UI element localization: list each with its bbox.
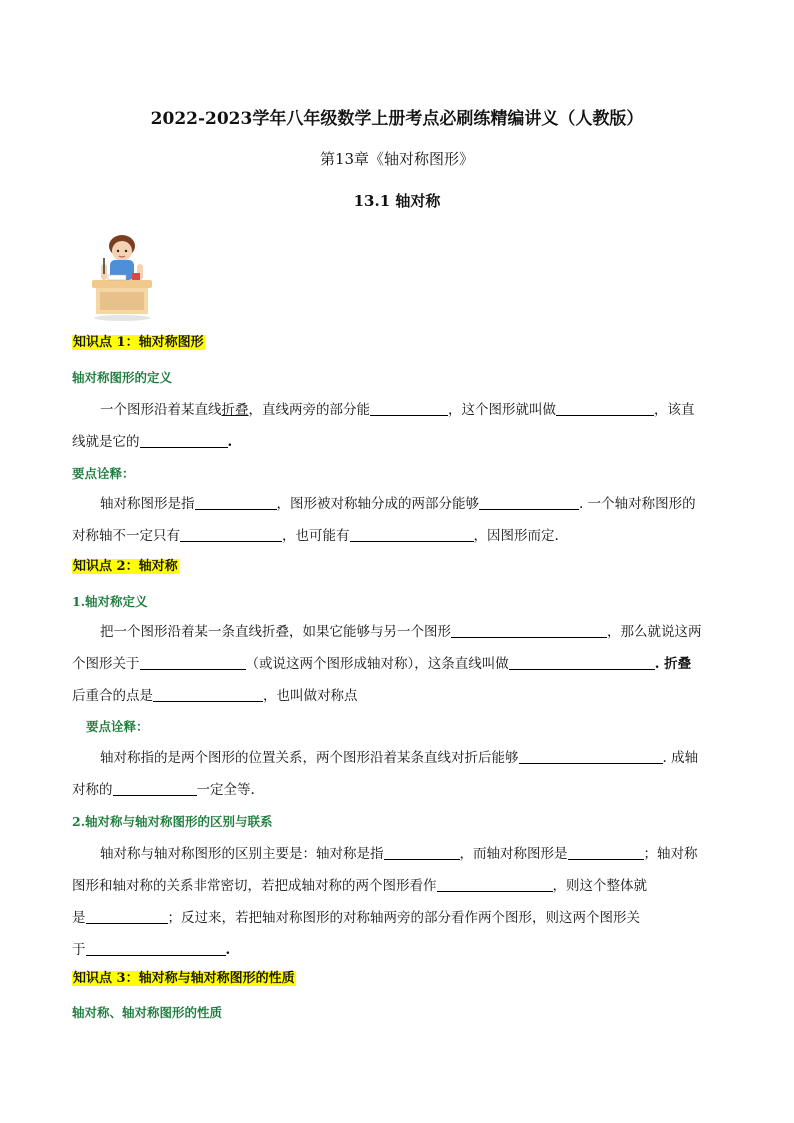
subheading-properties: 轴对称、轴对称图形的性质 [72, 1005, 223, 1020]
kp2-definition-paragraph: 把一个图形沿着某一条直线折叠，如果它能够与另一个图形 ，那么就说这两 个图形关于 （或说这两个图形成轴对称），这条直线叫做 . 折叠 后重合的点是 ，也叫做对称点 [72, 624, 702, 704]
kp1-definition-paragraph: 一个图形沿着某直线折叠，直线两旁的部分能 ，这个图形就叫做 ，该直 线就是它的 . [72, 402, 695, 450]
kp2-difference-paragraph: 轴对称与轴对称图形的区别主要是：轴对称是指 ，而轴对称图形是 ；轴对称 图形和轴对称的关系非常密切，若把成轴对称的两个图形看作 ，则这个整体就 是 ；反过来，若把轴对称图形的对称轴两旁的部分看作两个图形，则这两个图形关 于 . [72, 846, 698, 958]
knowledge-point-3-label: 知识点 3：轴对称与轴对称图形的性质 [73, 971, 295, 986]
student-desk-illustration [88, 230, 156, 322]
fill-blank[interactable] [113, 781, 197, 796]
fill-blank[interactable] [437, 877, 553, 892]
knowledge-point-1-label: 知识点 1：轴对称图形 [73, 335, 204, 350]
fill-blank[interactable] [568, 845, 644, 860]
fill-blank[interactable] [479, 495, 579, 510]
document-title: 2022-2023学年八年级数学上册考点必刷练精编讲义（人教版） [150, 109, 644, 129]
kp1-note-paragraph: 轴对称图形是指 ，图形被对称轴分成的两部分能够 . 一个轴对称图形的 对称轴不一定只有 ，也可能有 ，因图形而定. [72, 496, 696, 544]
subheading-note-2: 要点诠释： [86, 719, 149, 734]
subheading-axis-definition: 1.轴对称定义 [72, 594, 148, 609]
subheading-note-1: 要点诠释： [72, 466, 135, 481]
fill-blank[interactable] [180, 527, 282, 542]
fill-blank[interactable] [370, 401, 448, 416]
fill-blank[interactable] [153, 687, 263, 702]
fill-blank[interactable] [556, 401, 654, 416]
fill-blank[interactable] [195, 495, 277, 510]
fill-blank[interactable] [86, 941, 226, 956]
fill-blank[interactable] [509, 655, 655, 670]
fill-blank[interactable] [86, 909, 168, 924]
subheading-difference: 2.轴对称与轴对称图形的区别与联系 [72, 814, 273, 829]
fold-word: 折叠 [221, 402, 249, 418]
kp2-note-paragraph: 轴对称指的是两个图形的位置关系，两个图形沿着某条直线对折后能够 . 成轴 对称的 一定全等. [72, 750, 699, 798]
fill-blank[interactable] [384, 845, 460, 860]
fill-blank[interactable] [140, 433, 228, 448]
section-title: 13.1 轴对称 [353, 192, 441, 210]
knowledge-point-2-label: 知识点 2：轴对称 [73, 559, 178, 574]
fill-blank[interactable] [519, 749, 663, 764]
chapter-title: 第13章《轴对称图形》 [319, 150, 475, 168]
fill-blank[interactable] [451, 623, 607, 638]
subheading-definition: 轴对称图形的定义 [72, 370, 173, 385]
fill-blank[interactable] [350, 527, 474, 542]
fill-blank[interactable] [140, 655, 246, 670]
